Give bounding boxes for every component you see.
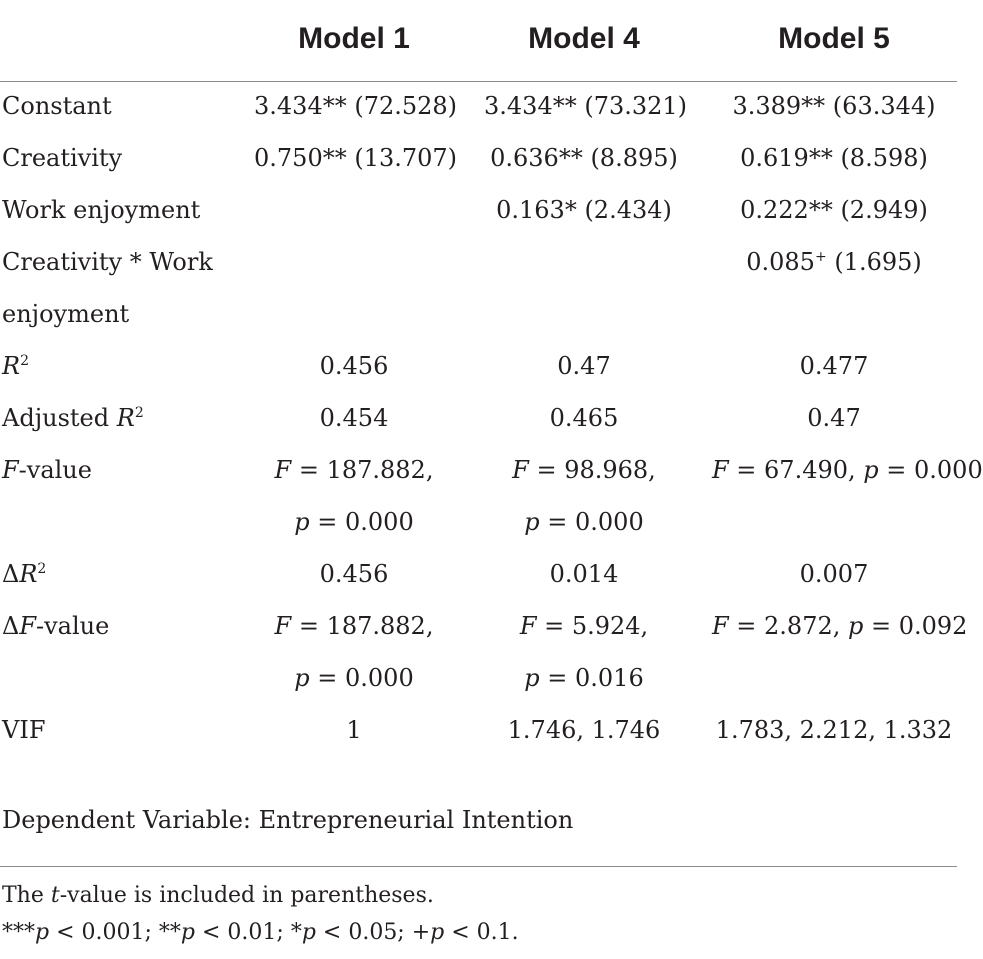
footer-rule xyxy=(0,866,957,867)
f-value-model-1-p: p = 0.000 xyxy=(294,508,414,536)
delta-f-value-model-1-f: F = 187.882, xyxy=(274,612,434,640)
constant-model-1: 3.434** (72.528) xyxy=(254,92,458,120)
delta-f-value-model-5: F = 2.872, p = 0.092 xyxy=(712,612,968,640)
row-label-adjusted-r-squared: Adjusted $R^2$ xyxy=(2,404,144,432)
footnote-significance: ***p < 0.001; **p < 0.01; *p < 0.05; +p < 0.1. xyxy=(2,920,519,945)
creativity-model-5: 0.619** (8.598) xyxy=(740,144,928,172)
adjusted-r-squared-model-5: 0.47 xyxy=(807,404,861,432)
delta-f-value-model-4-f: F = 5.924, xyxy=(519,612,649,640)
row-label-f-value: F-value xyxy=(2,456,92,484)
row-label-delta-r-squared: $\Delta R^2$ xyxy=(2,560,47,588)
row-label-work-enjoyment: Work enjoyment xyxy=(2,196,201,224)
header-rule xyxy=(0,81,957,82)
work-enjoyment-model-5: 0.222** (2.949) xyxy=(740,196,928,224)
creativity-model-1: 0.750** (13.707) xyxy=(254,144,458,172)
f-value-model-4-f: F = 98.968, xyxy=(512,456,656,484)
dependent-variable-note: Dependent Variable: Entrepreneurial Intention xyxy=(2,806,574,834)
creativity-model-4: 0.636** (8.895) xyxy=(490,144,678,172)
r-squared-model-1: 0.456 xyxy=(319,352,389,380)
delta-r-squared-model-5: 0.007 xyxy=(799,560,869,588)
row-label-r-squared: $R^2$ xyxy=(2,352,29,380)
work-enjoyment-model-4: 0.163* (2.434) xyxy=(496,196,672,224)
vif-model-5: 1.783, 2.212, 1.332 xyxy=(715,716,953,744)
delta-r-squared-model-1: 0.456 xyxy=(319,560,389,588)
constant-model-4: 3.434** (73.321) xyxy=(484,92,688,120)
r-squared-model-4: 0.47 xyxy=(557,352,611,380)
vif-model-1: 1 xyxy=(346,716,362,744)
row-label-delta-f-value: ΔF-value xyxy=(2,612,110,640)
row-label-interaction-line-2: enjoyment xyxy=(2,300,130,328)
vif-model-4: 1.746, 1.746 xyxy=(507,716,661,744)
row-label-interaction-line-1: Creativity * Work xyxy=(2,248,213,276)
f-value-model-5: F = 67.490, p = 0.000 xyxy=(712,456,983,484)
header-model-5: Model 5 xyxy=(778,22,890,55)
f-value-model-4-p: p = 0.000 xyxy=(524,508,644,536)
adjusted-r-squared-model-1: 0.454 xyxy=(319,404,389,432)
row-label-creativity: Creativity xyxy=(2,144,123,172)
header-model-4: Model 4 xyxy=(528,22,640,55)
delta-f-value-model-4-p: p = 0.016 xyxy=(524,664,644,692)
delta-r-squared-model-4: 0.014 xyxy=(549,560,619,588)
delta-f-value-model-1-p: p = 0.000 xyxy=(294,664,414,692)
f-value-model-1-f: F = 187.882, xyxy=(274,456,434,484)
row-label-constant: Constant xyxy=(2,92,112,120)
header-model-1: Model 1 xyxy=(298,22,410,55)
interaction-model-5: 0.085+ (1.695) xyxy=(746,248,922,276)
footnote-t-value: The t-value is included in parentheses. xyxy=(2,883,434,908)
adjusted-r-squared-model-4: 0.465 xyxy=(549,404,619,432)
row-label-vif: VIF xyxy=(2,716,46,744)
r-squared-model-5: 0.477 xyxy=(799,352,869,380)
constant-model-5: 3.389** (63.344) xyxy=(732,92,936,120)
